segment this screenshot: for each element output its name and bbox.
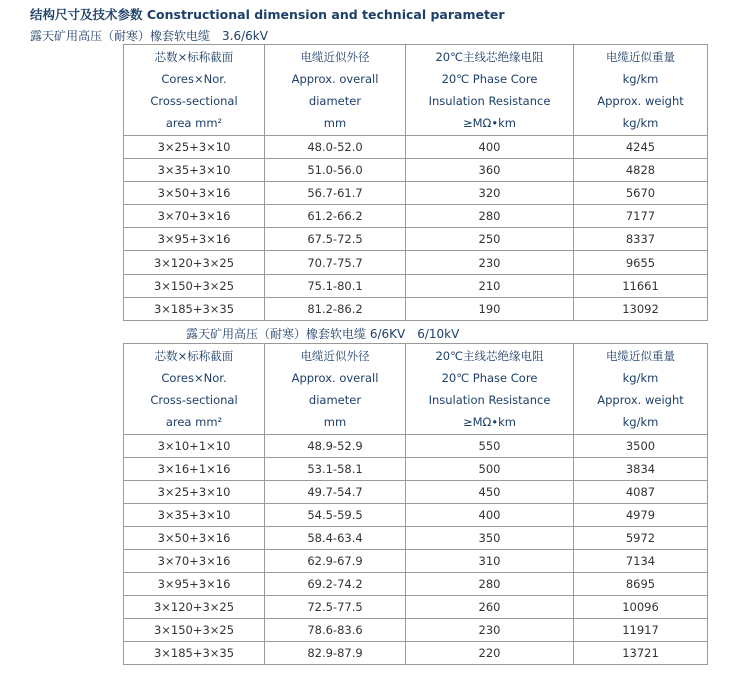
cell-diameter: 49.7-54.7 [265,481,406,504]
cell-insulation: 310 [406,550,574,573]
header-insulation: 20℃主线芯绝缘电阻 20℃ Phase Core Insulation Resistance ≥MΩ•km [406,45,574,136]
header-weight: 电缆近似重量 kg/km Approx. weight kg/km [574,344,708,435]
cell-cores: 3×150+3×25 [124,619,265,642]
cell-insulation: 280 [406,205,574,228]
cell-insulation: 280 [406,573,574,596]
header-diameter: 电缆近似外径 Approx. overall diameter mm [265,45,406,136]
table-row [124,228,708,251]
table-row [124,251,708,274]
cell-cores: 3×150+3×25 [124,274,265,297]
cell-diameter: 62.9-67.9 [265,550,406,573]
cell-weight: 10096 [574,596,708,619]
cell-insulation: 400 [406,504,574,527]
table-row [124,504,708,527]
table-row [124,573,708,596]
table-header-row [124,45,708,136]
table-row [124,458,708,481]
spec-table-6-10kv [123,343,708,665]
table-row [124,136,708,159]
cell-cores: 3×185+3×35 [124,642,265,665]
cell-diameter: 72.5-77.5 [265,596,406,619]
cell-diameter: 81.2-86.2 [265,297,406,320]
cell-cores: 3×10+1×10 [124,435,265,458]
cell-weight: 4245 [574,136,708,159]
cell-weight: 11917 [574,619,708,642]
cell-insulation: 400 [406,136,574,159]
cell-diameter: 69.2-74.2 [265,573,406,596]
header-cores: 芯数×标称截面 Cores×Nor. Cross-sectional area mm² [124,344,265,435]
cell-diameter: 51.0-56.0 [265,159,406,182]
cell-cores: 3×25+3×10 [124,481,265,504]
header-weight: 电缆近似重量 kg/km Approx. weight kg/km [574,45,708,136]
cell-cores: 3×25+3×10 [124,136,265,159]
table-row [124,527,708,550]
cell-diameter: 54.5-59.5 [265,504,406,527]
cell-diameter: 61.2-66.2 [265,205,406,228]
table-row [124,182,708,205]
cell-insulation: 250 [406,228,574,251]
table1-caption: 露天矿用高压（耐寒）橡套软电缆 3.6/6kV [30,29,268,43]
spec-table-3.6-6kv [123,44,708,321]
cell-weight: 13721 [574,642,708,665]
cell-insulation: 260 [406,596,574,619]
cell-weight: 7177 [574,205,708,228]
cell-diameter: 67.5-72.5 [265,228,406,251]
cell-cores: 3×35+3×10 [124,159,265,182]
cell-insulation: 190 [406,297,574,320]
cell-cores: 3×70+3×16 [124,205,265,228]
cell-cores: 3×16+1×16 [124,458,265,481]
table-row [124,642,708,665]
cell-diameter: 58.4-63.4 [265,527,406,550]
cell-cores: 3×50+3×16 [124,527,265,550]
cell-weight: 9655 [574,251,708,274]
cell-insulation: 230 [406,619,574,642]
cell-insulation: 210 [406,274,574,297]
cell-weight: 4979 [574,504,708,527]
cell-cores: 3×95+3×16 [124,573,265,596]
cell-diameter: 48.0-52.0 [265,136,406,159]
cell-diameter: 56.7-61.7 [265,182,406,205]
table-row [124,481,708,504]
page-title: 结构尺寸及技术参数 Constructional dimension and technical parameter [30,7,505,22]
cell-weight: 13092 [574,297,708,320]
cell-insulation: 320 [406,182,574,205]
header-diameter: 电缆近似外径 Approx. overall diameter mm [265,344,406,435]
header-insulation: 20℃主线芯绝缘电阻 20℃ Phase Core Insulation Resistance ≥MΩ•km [406,344,574,435]
cell-cores: 3×50+3×16 [124,182,265,205]
cell-weight: 8695 [574,573,708,596]
cell-insulation: 220 [406,642,574,665]
table-row [124,435,708,458]
cell-weight: 4828 [574,159,708,182]
table-row [124,159,708,182]
cell-insulation: 360 [406,159,574,182]
cell-diameter: 75.1-80.1 [265,274,406,297]
cell-insulation: 230 [406,251,574,274]
cell-cores: 3×35+3×10 [124,504,265,527]
cell-weight: 7134 [574,550,708,573]
cell-diameter: 53.1-58.1 [265,458,406,481]
cell-weight: 5670 [574,182,708,205]
table1-body [124,45,708,321]
cell-cores: 3×95+3×16 [124,228,265,251]
cell-weight: 3500 [574,435,708,458]
cell-diameter: 48.9-52.9 [265,435,406,458]
cell-weight: 11661 [574,274,708,297]
cell-cores: 3×120+3×25 [124,251,265,274]
cell-cores: 3×70+3×16 [124,550,265,573]
cell-diameter: 82.9-87.9 [265,642,406,665]
cell-insulation: 500 [406,458,574,481]
table-row [124,619,708,642]
cell-insulation: 450 [406,481,574,504]
table-row [124,274,708,297]
cell-cores: 3×185+3×35 [124,297,265,320]
table-row [124,550,708,573]
table-row [124,596,708,619]
header-cores: 芯数×标称截面 Cores×Nor. Cross-sectional area mm² [124,45,265,136]
cell-insulation: 350 [406,527,574,550]
table2-body [124,344,708,665]
cell-weight: 5972 [574,527,708,550]
cell-diameter: 70.7-75.7 [265,251,406,274]
cell-weight: 8337 [574,228,708,251]
table-row [124,297,708,320]
cell-insulation: 550 [406,435,574,458]
table2-caption: 露天矿用高压（耐寒）橡套软电缆 6/6KV 6/10kV [186,327,460,341]
cell-diameter: 78.6-83.6 [265,619,406,642]
table-header-row [124,344,708,435]
cell-weight: 4087 [574,481,708,504]
table-row [124,205,708,228]
cell-weight: 3834 [574,458,708,481]
cell-cores: 3×120+3×25 [124,596,265,619]
